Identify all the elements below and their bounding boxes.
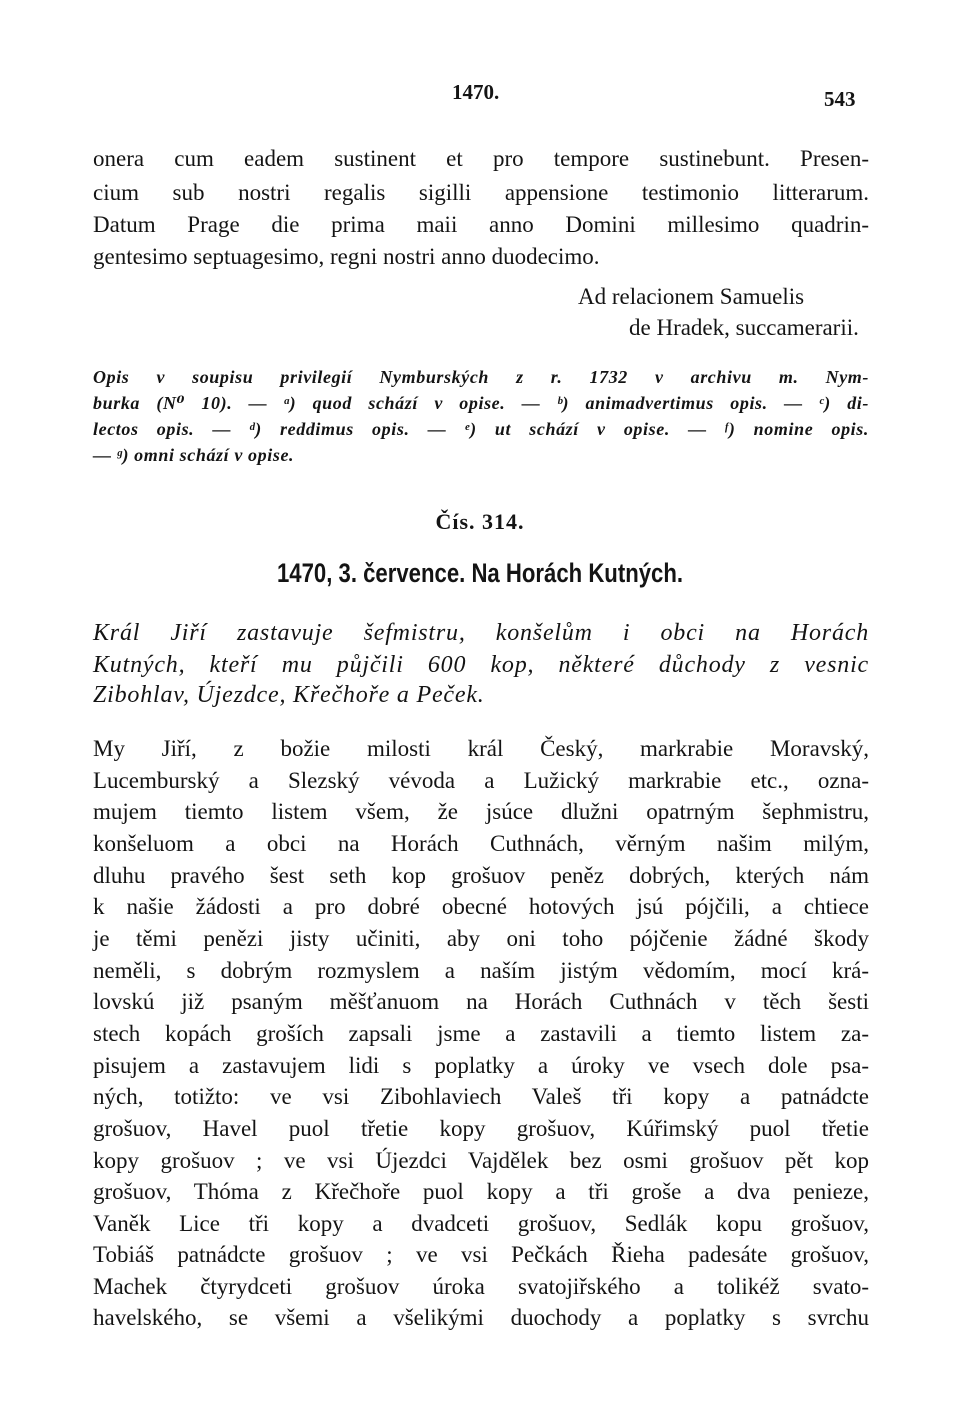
body-line: dluhu pravého šest seth kop grošuov peněz dobrých, kterých nám [93, 863, 869, 888]
body-line: My Jiří, z božie milosti král Český, markrabie Moravský, [93, 736, 869, 761]
text-line: onera cum eadem sustinent et pro tempore sustinebunt. Presen- [93, 146, 869, 171]
signature-line: Ad relacionem Samuelis [578, 284, 805, 309]
body-line: k našie žádosti a pro dobré obecné hotových jsú pójčili, a chtiece [93, 894, 869, 919]
signature-line: de Hradek, succamerarii. [629, 315, 859, 340]
body-line: ných, totižto: ve vsi Zibohlaviech Valeš tři kopy a patnádcte [93, 1084, 869, 1109]
body-line: Tobiáš patnádcte grošuov ; ve vsi Pečkách Řieha padesáte grošuov, [93, 1242, 869, 1267]
body-line: Vaněk Lice tři kopy a dvadceti grošuov, Sedlák kopu grošuov, [93, 1211, 869, 1236]
text-line: gentesimo septuagesimo, regni nostri anno duodecimo. [93, 244, 600, 269]
body-line: je těmi penězi jisty učiniti, aby oni toho pójčenie žádné škody [93, 926, 869, 951]
note-line: lectos opis. — ᵈ) reddimus opis. — ᵉ) ut schází v opise. — ᶠ) nomine opis. [93, 419, 869, 439]
note-line: burka (N⁰ 10). — ᵃ) quod schází v opise. — ᵇ) animadvertimus opis. — ᶜ) di- [93, 393, 869, 413]
body-line: stech kopách groších zapsali jsme a zastavili a tiemto listem za- [93, 1021, 869, 1046]
regest-line: Kutných, kteří mu půjčili 600 kop, některé důchody z vesnic [93, 652, 869, 678]
page-number: 543 [824, 87, 856, 111]
body-line: havelského, se všemi a všelikými duochody a poplatky s svrchu [93, 1305, 869, 1330]
document-number: Čís. 314. [435, 509, 525, 534]
note-line: — ᵍ) omni schází v opise. [93, 445, 295, 465]
running-header-year: 1470. [452, 80, 500, 104]
text-line: cium sub nostri regalis sigilli appensione testimonio litterarum. [93, 180, 869, 205]
body-line: kopy grošuov ; ve vsi Újezdci Vajdělek bez osmi grošuov pět kop [93, 1148, 869, 1173]
regest-line: Zibohlav, Újezdce, Křečhoře a Peček. [93, 682, 485, 708]
note-line: Opis v soupisu privilegií Nymburských z r. 1732 v archivu m. Nym- [93, 367, 869, 387]
body-line: lovskú již psaným měšťanuom na Horách Cuthnách v těch šesti [93, 989, 869, 1014]
body-line: Lucemburský a Slezský vévoda a Lužický markrabie etc., ozna- [93, 768, 869, 793]
body-line: neměli, s dobrým rozmyslem a naším jistým vědomím, mocí krá- [93, 958, 869, 983]
body-line: Machek čtyrydceti grošuov úroka svatojiřského a tolikéž svato- [93, 1274, 869, 1299]
body-line: pisujem a zastavujem lidi s poplatky a úroky ve vsech dole psa- [93, 1053, 869, 1078]
body-line: konšeluom a obci na Horách Cuthnách, věrným našim milým, [93, 831, 869, 856]
regest-line: Král Jiří zastavuje šefmistru, konšelům i obci na Horách [93, 620, 869, 646]
body-line: grošuov, Havel puol třetie kopy grošuov, Kúřimský puol třetie [93, 1116, 869, 1141]
body-line: mujem tiemto listem všem, že jsúce dlužni opatrným šephmistru, [93, 799, 869, 824]
text-line: Datum Prage die prima maii anno Domini millesimo quadrin- [93, 212, 869, 237]
body-line: grošuov, Thóma z Křečhoře puol kopy a tři groše a dva penieze, [93, 1179, 869, 1204]
document-date-place: 1470, 3. července. Na Horách Kutných. [276, 558, 684, 588]
